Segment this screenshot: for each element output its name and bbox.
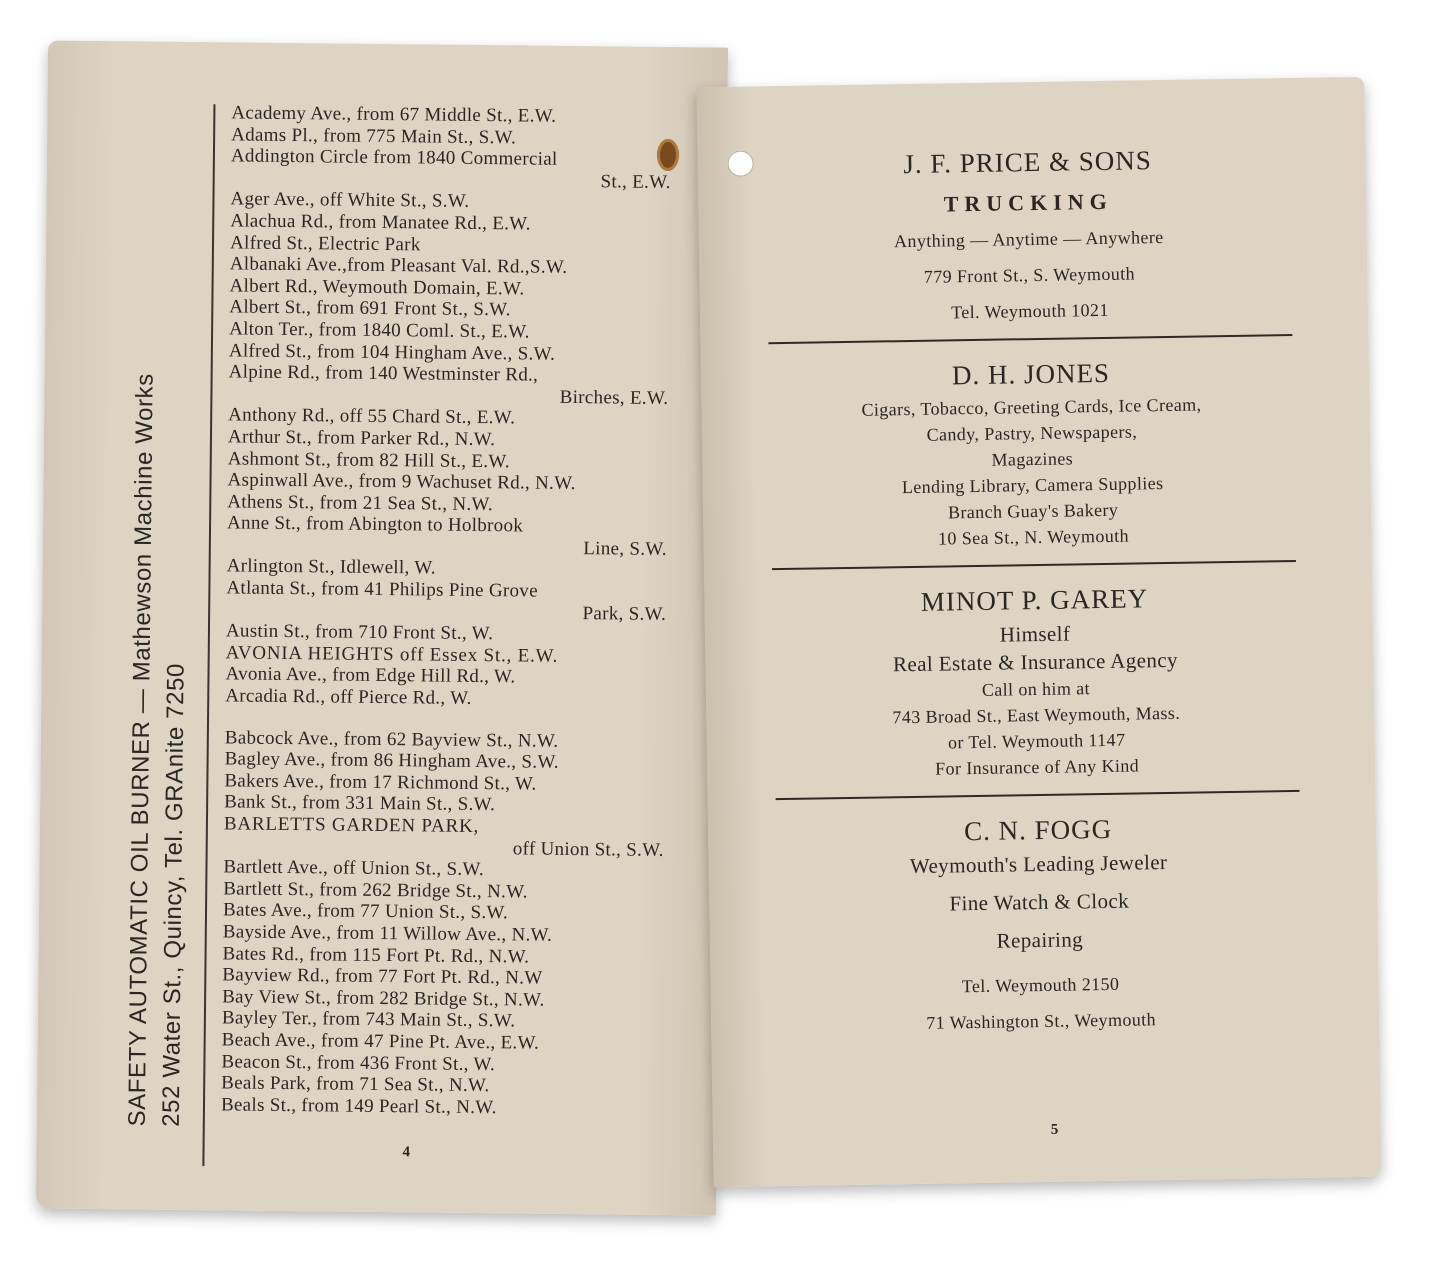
ad-line: Weymouth's Leading Jeweler <box>909 850 1168 879</box>
street-entry: Bakers Ave., from 17 Richmond St., W. <box>224 770 537 795</box>
ad-line: Cigars, Tobacco, Greeting Cards, Ice Cream, <box>861 394 1202 420</box>
street-entry: Austin St., from 710 Front St., W. <box>225 620 494 645</box>
ad-block <box>788 806 1291 1038</box>
street-entry: Babcock Ave., from 62 Bayview St., N.W. <box>224 726 559 752</box>
ad-line: Fine Watch & Clock <box>949 888 1130 916</box>
street-entry: off Union St., S.W. <box>512 837 664 861</box>
street-entry: AVONIA HEIGHTS off Essex St., E.W. <box>225 642 559 667</box>
street-entry: Bates Ave., from 77 Union St., S.W. <box>222 899 509 924</box>
street-entry: Alfred St., from 104 Hingham Ave., S.W. <box>228 339 556 365</box>
street-entry: Bates Rd., from 115 Fort Pt. Rd., N.W. <box>222 942 530 968</box>
ad-divider <box>772 560 1296 570</box>
ad-line: Repairing <box>996 927 1084 953</box>
vertical-rule <box>202 104 215 1166</box>
street-entry: Arthur St., from Parker Rd., N.W. <box>227 426 496 451</box>
street-entry: Anthony Rd., off 55 Chard St., E.W. <box>228 404 516 429</box>
street-entry: Albert St., from 691 Front St., S.W. <box>229 296 511 321</box>
street-entry: Bartlett Ave., off Union St., S.W. <box>223 856 485 881</box>
ad-title: MINOT P. GAREY <box>920 583 1149 617</box>
ad-line: or Tel. Weymouth 1147 <box>947 729 1126 753</box>
ad-title: C. N. FOGG <box>963 813 1113 847</box>
street-entry: Avonia Ave., from Edge Hill Rd., W. <box>225 663 516 688</box>
ad-line: Tel. Weymouth 2150 <box>961 973 1120 997</box>
page-number: 4 <box>402 1144 411 1161</box>
ad-line: 71 Washington St., Weymouth <box>926 1009 1157 1033</box>
left-page <box>36 40 728 1215</box>
ad-line: Candy, Pastry, Newspapers, <box>926 421 1138 445</box>
right-page <box>696 77 1381 1187</box>
street-entry: Bank St., from 331 Main St., S.W. <box>224 791 496 816</box>
street-entry: Adams Pl., from 775 Main St., S.W. <box>231 123 517 148</box>
ad-line: Lending Library, Camera Supplies <box>901 473 1164 498</box>
vertical-ad-line2: 252 Water St., Quincy, Tel. GRAnite 7250 <box>157 662 190 1127</box>
street-entry: Aspinwall Ave., from 9 Wachuset Rd., N.W. <box>227 469 576 495</box>
ad-line: Himself <box>999 621 1071 647</box>
binding-hole <box>727 150 753 176</box>
ad-divider <box>776 790 1300 800</box>
ad-line: 779 Front St., S. Weymouth <box>923 263 1136 287</box>
ad-title: D. H. JONES <box>951 357 1111 391</box>
street-entry: Albanaki Ave.,from Pleasant Val. Rd.,S.W. <box>229 253 568 279</box>
street-entry: Ashmont St., from 82 Hill St., E.W. <box>227 447 511 472</box>
ad-title: J. F. PRICE & SONS <box>903 145 1153 180</box>
street-entry: Bayview Rd., from 77 Fort Pt. Rd., N.W <box>222 964 543 989</box>
street-entry: Academy Ave., from 67 Middle St., E.W. <box>231 102 557 127</box>
ad-line: TRUCKING <box>943 188 1113 217</box>
ad-divider <box>768 334 1292 344</box>
street-entry: Beals Park, from 71 Sea St., N.W. <box>221 1072 490 1097</box>
street-entry: Beach Ave., from 47 Pine Pt. Ave., E.W. <box>221 1029 540 1054</box>
ad-line: 743 Broad St., East Weymouth, Mass. <box>892 702 1181 728</box>
street-entry: Birches, E.W. <box>559 386 669 409</box>
street-entry: Beacon St., from 436 Front St., W. <box>221 1050 496 1075</box>
street-entry: Addington Circle from 1840 Commercial <box>230 145 558 170</box>
street-entry: Bartlett St., from 262 Bridge St., N.W. <box>223 878 528 903</box>
ad-line: Call on him at <box>981 678 1091 700</box>
street-entry: Alfred St., Electric Park <box>229 231 421 255</box>
street-entry: Bay View St., from 282 Bridge St., N.W. <box>222 986 545 1011</box>
street-entry: Bagley Ave., from 86 Hingham Ave., S.W. <box>224 748 560 774</box>
street-entry: Alton Ter., from 1840 Coml. St., E.W. <box>229 318 530 343</box>
street-entry: BARLETTS GARDEN PARK, <box>223 813 480 838</box>
ad-block <box>777 138 1280 328</box>
vertical-ad-line1: SAFETY AUTOMATIC OIL BURNER — Mathewson Machine Works <box>123 373 159 1127</box>
street-entry: Ager Ave., off White St., S.W. <box>230 188 470 213</box>
street-entry: Arcadia Rd., off Pierce Rd., W. <box>225 685 472 709</box>
ad-line: For Insurance of Any Kind <box>934 755 1140 779</box>
ad-line: Magazines <box>991 448 1074 470</box>
street-entry: Alachua Rd., from Manatee Rd., E.W. <box>230 210 531 235</box>
ad-line: Real Estate & Insurance Agency <box>892 647 1179 677</box>
street-list <box>221 102 672 1120</box>
street-entry: Anne St., from Abington to Holbrook <box>226 512 524 537</box>
street-entry: Bayley Ter., from 743 Main St., S.W. <box>221 1007 516 1032</box>
ad-line: Branch Guay's Bakery <box>947 499 1119 523</box>
ad-block <box>781 350 1284 554</box>
ad-line: Tel. Weymouth 1021 <box>950 299 1109 323</box>
street-entry: Albert Rd., Weymouth Domain, E.W. <box>229 275 525 300</box>
ad-line: 10 Sea St., N. Weymouth <box>937 525 1130 549</box>
street-entry: St., E.W. <box>600 171 671 193</box>
street-entry: Arlington St., Idlewell, W. <box>226 555 436 580</box>
street-entry: Line, S.W. <box>583 537 667 560</box>
advertisements <box>777 138 1291 1038</box>
street-entry: Park, S.W. <box>582 602 667 625</box>
street-entry: Bayside Ave., from 11 Willow Ave., N.W. <box>222 921 553 946</box>
street-entry: Athens St., from 21 Sea St., N.W. <box>227 491 494 515</box>
ad-block <box>784 576 1287 784</box>
vertical-ad-band <box>121 373 190 1127</box>
street-entry: Atlanta St., from 41 Philips Pine Grove <box>226 577 538 602</box>
street-entry: Alpine Rd., from 140 Westminster Rd., <box>228 361 539 386</box>
street-entry: Beals St., from 149 Pearl St., N.W. <box>220 1094 497 1118</box>
ad-line: Anything — Anytime — Anywhere <box>893 226 1164 252</box>
page-number: 5 <box>1050 1121 1059 1138</box>
